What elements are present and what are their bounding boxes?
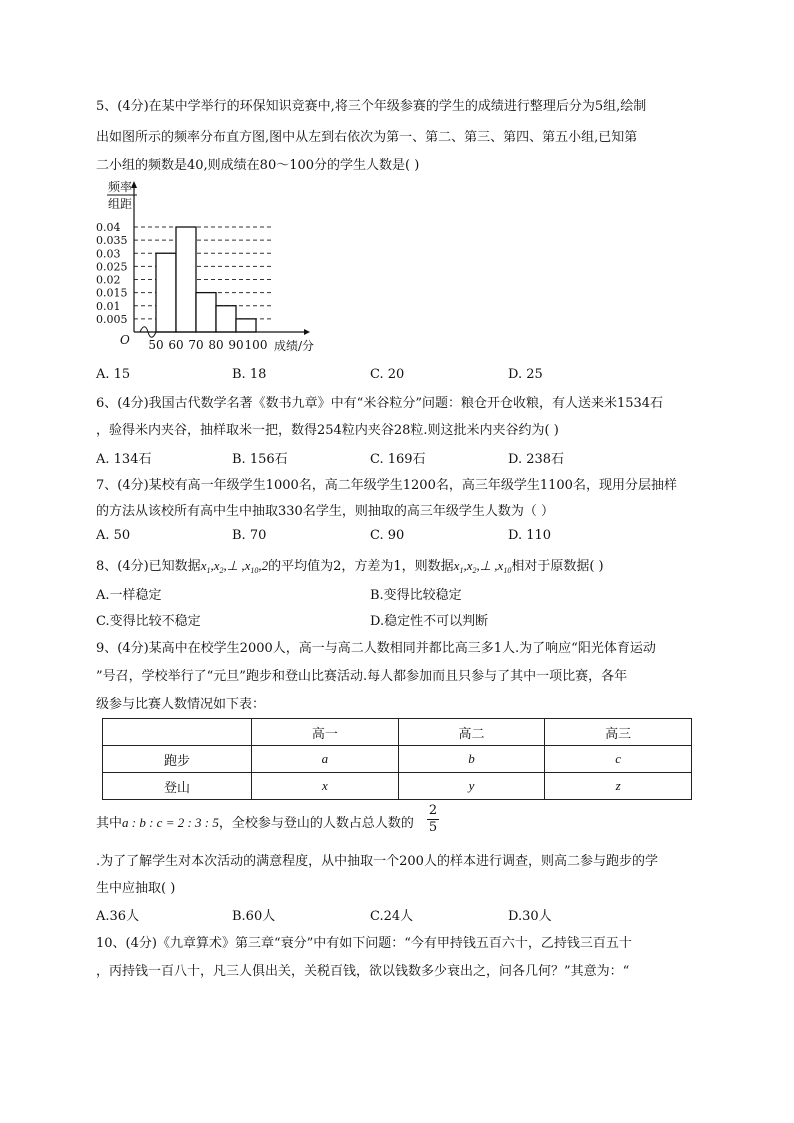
y-tick-label: 0.03	[96, 247, 121, 261]
q6-option-a[interactable]: A. 134石	[96, 452, 152, 467]
q9-line6: 生中应抽取( )	[96, 881, 176, 896]
q10-line2: ，丙持钱一百八十，凡三人俱出关，关税百钱，欲以钱数多少衰出之，问各几何？”其意为：“	[96, 964, 630, 979]
participation-table	[102, 718, 692, 800]
q9-ratio-prefix: 其中	[96, 816, 123, 831]
x-tick-label: 90	[228, 338, 244, 352]
y-axis-label-top: 频率	[108, 180, 133, 194]
q8-option-b[interactable]: B.变得比较稳定	[370, 588, 462, 603]
table-cell: 登山	[103, 773, 252, 800]
histogram-bar	[216, 306, 236, 332]
q9-option-a[interactable]: A.36人	[96, 909, 140, 924]
x-tick-label: 50	[148, 338, 164, 352]
q9-option-d[interactable]: D.30人	[508, 909, 552, 924]
table-header-cell: 高二	[398, 719, 545, 746]
table-cell: 跑步	[103, 746, 252, 773]
q9-fraction-numerator: 2	[428, 803, 438, 818]
q8-new-data-list: $x_1,x_2,\perp$ $,x_{10}$	[453, 558, 512, 575]
table-header-cell	[103, 719, 252, 746]
table-cell: y	[398, 773, 545, 800]
table-cell: a	[252, 746, 399, 773]
q8-option-a[interactable]: A.一样稳定	[96, 588, 162, 603]
q9-line2: ”号召，学校举行了“元旦”跑步和登山比赛活动.每人都参加而且只参与了其中一项比赛，各年	[96, 669, 628, 684]
x-tick-label: 80	[208, 338, 224, 352]
histogram-bar	[156, 253, 176, 332]
table-row	[103, 773, 692, 800]
q6-line2: ，验得米内夹谷，抽样取米一把，数得254粒内夹谷28粒.则这批米内夹谷约为( )	[96, 423, 559, 438]
q8-suffix: 相对于原数据( )	[511, 559, 604, 574]
x-tick-label: 60	[168, 338, 184, 352]
y-tick-label: 0.035	[96, 234, 128, 248]
q5-option-a[interactable]: A. 15	[96, 367, 131, 382]
y-tick-label: 0.015	[96, 286, 128, 300]
q9-ratio: a : b : c = 2 : 3 : 5	[122, 815, 219, 830]
q8-prefix: 8、(4分)已知数据	[96, 559, 201, 574]
q5-option-b[interactable]: B. 18	[232, 367, 267, 382]
q9-fraction	[427, 804, 439, 835]
q5-option-c[interactable]: C. 20	[370, 367, 405, 382]
q9-option-c[interactable]: C.24人	[370, 909, 414, 924]
q7-option-d[interactable]: D. 110	[508, 528, 552, 543]
histogram-bar	[196, 293, 216, 332]
q8-mid: 的平均值为2，方差为1，则数据	[268, 559, 454, 574]
table-header-row	[103, 719, 692, 746]
table-cell: x	[252, 773, 399, 800]
table-header-cell: 高三	[545, 719, 692, 746]
table-cell: z	[545, 773, 692, 800]
q8-line	[96, 555, 604, 575]
table-header-cell: 高一	[252, 719, 399, 746]
table-cell: b	[398, 746, 545, 773]
q8-option-c[interactable]: C.变得比较不稳定	[96, 614, 201, 629]
q6-option-d[interactable]: D. 238石	[508, 452, 565, 467]
q9-fraction-denominator: 5	[428, 820, 438, 835]
q8-data-list: $x_1,x_2,\perp$ $,x_{10},2$	[200, 558, 269, 575]
q5-option-d[interactable]: D. 25	[508, 367, 543, 382]
y-axis-label-bottom: 组距	[108, 197, 133, 211]
q9-line3: 级参与比赛人数情况如下表：	[96, 697, 266, 712]
q5-line2: 出如图所示的频率分布直方图,图中从左到右依次为第一、第二、第三、第四、第五小组,已知第	[96, 130, 638, 145]
x-axis-arrow	[304, 329, 310, 335]
y-tick-label: 0.025	[96, 260, 128, 274]
q8-option-d[interactable]: D.稳定性不可以判断	[370, 614, 489, 629]
y-tick-label: 0.04	[96, 221, 121, 234]
q9-line5: .为了了解学生对本次活动的满意程度，从中抽取一个200人的样本进行调查，则高二参与跑步的学	[96, 854, 658, 869]
q7-option-b[interactable]: B. 70	[232, 528, 267, 543]
q9-line1: 9、(4分)某高中在校学生2000人，高一与高二人数相同并都比高三多1人.为了响应“阳光体育运动	[96, 641, 656, 656]
y-tick-label: 0.02	[96, 273, 121, 287]
q5-line1: 5、(4分)在某中学举行的环保知识竞赛中,将三个年级参赛的学生的成绩进行整理后分为5组,绘制	[96, 99, 647, 114]
q7-line2: 的方法从该校所有高中生中抽取330名学生，则抽取的高三年级学生人数为（ ）	[96, 504, 554, 519]
histogram-bar	[236, 319, 256, 332]
y-tick-label: 0.005	[96, 312, 128, 326]
table-cell: c	[545, 746, 692, 773]
q7-option-a[interactable]: A. 50	[96, 528, 131, 543]
q6-option-b[interactable]: B. 156石	[232, 452, 288, 467]
q9-ratio-suffix: ，全校参与登山的人数占总人数的	[218, 816, 414, 831]
table-row	[103, 746, 692, 773]
q5-line3: 二小组的频数是40,则成绩在80～100分的学生人数是( )	[96, 158, 420, 173]
x-tick-label: 100	[244, 338, 268, 352]
x-tick-label: 70	[188, 338, 204, 352]
q7-option-c[interactable]: C. 90	[370, 528, 405, 543]
q6-line1: 6、(4分)我国古代数学名著《数书九章》中有“米谷粒分”问题：粮仓开仓收粮，有人送来米1534石	[96, 396, 664, 411]
q10-line1: 10、(4分)《九章算术》第三章“衰分”中有如下问题：“今有甲持钱五百六十，乙持钱三百五十	[96, 936, 632, 951]
histogram-bar	[176, 227, 196, 332]
q9-ratio-line	[96, 812, 414, 831]
q9-option-b[interactable]: B.60人	[232, 909, 276, 924]
x-axis-label: 成绩/分	[274, 339, 315, 353]
origin-label: O	[120, 333, 130, 347]
frequency-histogram	[90, 178, 350, 356]
q6-option-c[interactable]: C. 169石	[370, 452, 426, 467]
y-tick-label: 0.01	[96, 299, 121, 313]
q7-line1: 7、(4分)某校有高一年级学生1000名，高二年级学生1200名，高三年级学生1100名，现用分层抽样	[96, 478, 677, 493]
